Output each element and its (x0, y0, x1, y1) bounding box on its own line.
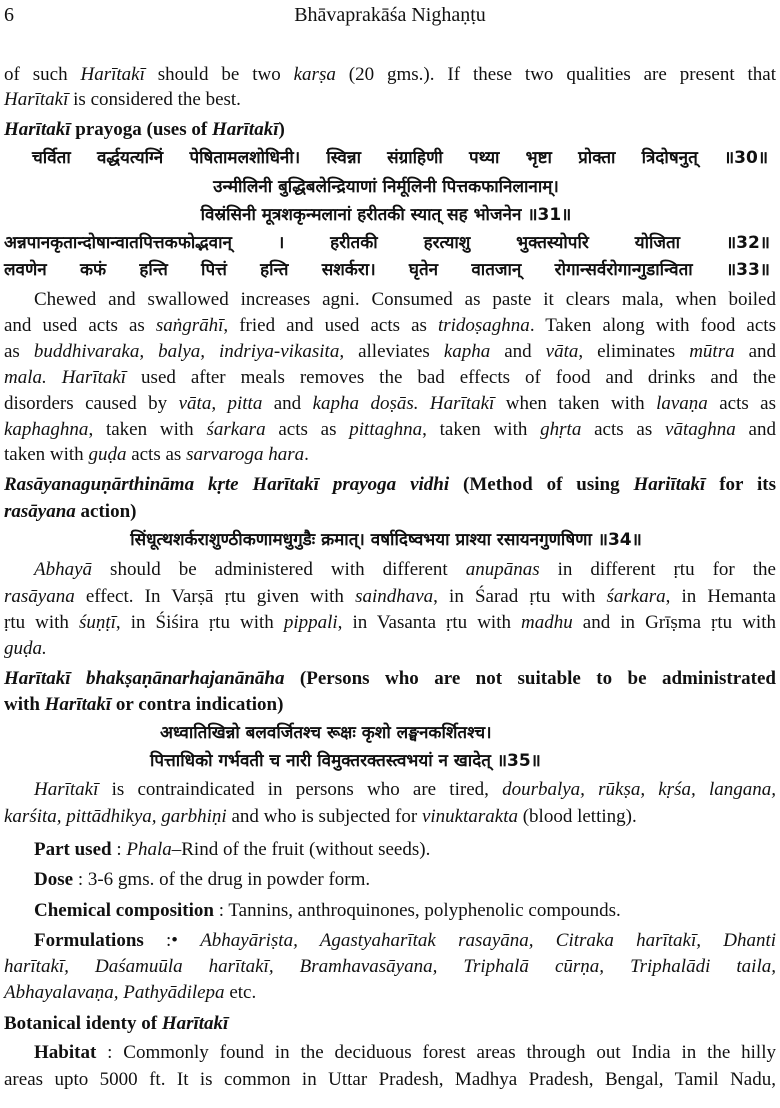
text-run: and (262, 393, 313, 414)
text-run: , in Vasanta ṛtu with (337, 612, 522, 633)
italic-term: karṣa (293, 64, 336, 85)
bold-text: Harītakī (161, 1013, 229, 1034)
text-run: :• (143, 930, 201, 951)
text-run: and (734, 341, 777, 362)
bold-text: Botanical identy of (4, 1013, 162, 1034)
text-line (4, 499, 776, 525)
bold-text: Formulations (34, 930, 144, 951)
text-run: and who is subjected for (226, 806, 422, 827)
text-run: , in Śarad ṛtu with (433, 586, 607, 607)
text-line (4, 636, 776, 662)
text-run: and (490, 341, 546, 362)
text-line (4, 287, 776, 313)
italic-term: tridoṣaghna (437, 315, 530, 336)
bold-text: (Method of using (449, 474, 634, 495)
text-run: : (111, 839, 127, 860)
italic-term: mala. Harītakī (4, 367, 127, 388)
text-run: is considered the best. (68, 89, 241, 110)
italic-term: Phala (126, 839, 172, 860)
text-run: Chewed and swallowed increases agni. Consumed as paste it clears mala, when boiled (34, 289, 776, 310)
italic-term: vāta (545, 341, 579, 362)
devanagari-text: अन्नपानकृतान्दोषान्वातपित्तकफोद्भवान् । हरीतकी हरत्याशु भुक्तस्योपरि योजिता ॥32॥ (4, 233, 770, 253)
text-run: –Rind of the fruit (without seeds). (171, 839, 431, 860)
text-run: areas upto 5000 ft. It is common in Uttar Pradesh, Madhya Pradesh, Bengal, Tamil Nadu, (4, 1069, 776, 1090)
italic-term: vātaghna (665, 419, 736, 440)
text-line (4, 777, 776, 803)
bold-text: Dose (34, 869, 74, 890)
italic-term: vāta, pitta (178, 393, 263, 414)
text-run: is contraindicated in persons who are tired, (98, 779, 503, 800)
text-line (4, 442, 776, 468)
italic-term: śarkara (206, 419, 266, 440)
text-run: , taken with (422, 419, 541, 440)
text-line (4, 62, 776, 88)
text-run: in different ṛtu for the (539, 559, 776, 580)
italic-term: Harītakī (34, 779, 99, 800)
page-number: 6 (4, 4, 14, 26)
devanagari-text: उन्मीलिनी बुद्धिबलेन्द्रियाणां निर्मूलिनी पित्तकफानिलानाम्। (213, 177, 559, 197)
sanskrit-verse-line (32, 145, 768, 171)
text-line (4, 954, 776, 980)
text-run: used after meals removes the bad effects of food and drinks and the (126, 367, 776, 388)
italic-term: Harītakī (4, 89, 69, 110)
bold-text: Part used (34, 839, 112, 860)
italic-term: harītakī, Daśamuūla harītakī, Bramhavasāyana, Triphalā cūrṇa, Triphalādi taila, (4, 956, 776, 977)
devanagari-text: पित्ताधिको गर्भवती च नारी विमुक्तरक्तस्त्वभयां न खादेत् ॥35॥ (150, 751, 541, 771)
bold-text: Habitat (34, 1042, 97, 1063)
text-run: and used acts as (4, 315, 156, 336)
text-run: : 3-6 gms. of the drug in powder form. (73, 869, 371, 890)
sanskrit-verse-line (0, 202, 772, 228)
text-line (4, 584, 776, 610)
italic-term: śuṇṭī (78, 612, 116, 633)
text-line (4, 928, 776, 954)
text-run: . Taken along with food acts (529, 315, 776, 336)
italic-term: saindhava (355, 586, 434, 607)
sanskrit-verse-line (160, 720, 760, 746)
italic-term: vinuktarakta (421, 806, 518, 827)
text-run: , taken with (88, 419, 207, 440)
italic-term: karśita, pittādhikya, garbhiṇi (4, 806, 227, 827)
italic-term: mūtra (689, 341, 735, 362)
text-run: (20 gms.). If these two qualities are present that (335, 64, 776, 85)
text-run: acts as (126, 444, 187, 465)
italic-term: lavaṇa (656, 393, 708, 414)
sanskrit-verse-line (4, 257, 770, 283)
italic-term: guḍa (88, 444, 127, 465)
text-line (4, 417, 776, 443)
text-line (4, 117, 776, 143)
devanagari-text: लवणेन कफं हन्ति पित्तं हन्ति सशर्करा। घृतेन वातजान् रोगान्सर्वरोगान्गुडान्विता ॥33॥ (4, 260, 770, 280)
bold-text: (Persons who are not suitable to be administrated (284, 668, 776, 689)
italic-term: dourbalya, rūkṣa, kṛśa, langana, (502, 779, 777, 800)
italic-term: ghṛta (540, 419, 582, 440)
italic-term: buddhivaraka, balya, indriya-vikasita, (33, 341, 345, 362)
italic-term: pittaghna (349, 419, 423, 440)
text-run: (blood letting). (517, 806, 637, 827)
text-line (4, 1011, 776, 1037)
italic-term: Harītakī (80, 64, 145, 85)
devanagari-text: अध्वातिखिन्नो बलवर्जितश्च रूक्षः कृशो लङ्घनकर्शितश्च। (160, 723, 492, 743)
italic-term: saṅgrāhī (155, 315, 224, 336)
italic-term: guḍa. (4, 638, 47, 659)
text-run: acts as (707, 393, 777, 414)
text-run: and (735, 419, 776, 440)
italic-term: anupānas (465, 559, 540, 580)
text-line (4, 898, 776, 924)
text-line (4, 339, 776, 365)
italic-term: madhu (521, 612, 573, 633)
text-run: acts as (265, 419, 350, 440)
text-run: , in Śiśira ṛtu with (115, 612, 284, 633)
text-run: as (4, 341, 34, 362)
text-run: effect. In Varṣā ṛtu given with (74, 586, 356, 607)
bold-text: or contra indication) (111, 694, 284, 715)
italic-term: Abhayāriṣta, Agastyaharītak rasayāna, Citraka harītakī, Dhanti (200, 930, 777, 951)
bold-text: Hariītakī (633, 474, 706, 495)
text-line (4, 666, 776, 692)
bold-text: for its (705, 474, 776, 495)
text-line (4, 610, 776, 636)
bold-text: rasāyana (4, 501, 76, 522)
devanagari-text: विस्रंसिनी मूत्रशकृन्मलानां हरीतकी स्यात् सह भोजनेन ॥31॥ (200, 205, 572, 225)
italic-term: Abhayalavaṇa, Pathyādilepa (4, 982, 225, 1003)
text-line (4, 867, 776, 893)
bold-text: Harītakī (211, 119, 279, 140)
text-run: , fried and used acts as (223, 315, 438, 336)
devanagari-text: चर्विता वर्द्धयत्यग्निं पेषितामलशोधिनी। स्विन्ना संग्राहिणी पथ्या भृष्टा प्रोक्ता त्रिदोषनुत् ॥30॥ (32, 148, 768, 168)
text-line (4, 837, 776, 863)
bold-text: Harītakī bhakṣaṇānarhajanānāha (4, 668, 285, 689)
sanskrit-verse-line (0, 527, 772, 553)
text-line (4, 1067, 776, 1093)
text-run: taken with (4, 444, 89, 465)
running-title: Bhāvaprakāśa Nighaṇṭu (294, 4, 486, 26)
text-line (4, 472, 776, 498)
text-run: , in Hemanta (665, 586, 776, 607)
sanskrit-verse-line (4, 230, 770, 256)
text-line (4, 1040, 776, 1066)
text-run: of such (4, 64, 81, 85)
italic-term: Abhayā (34, 559, 93, 580)
text-run: alleviates (344, 341, 444, 362)
text-run: and in Grīṣma ṛtu with (572, 612, 776, 633)
sanskrit-verse-line (0, 174, 772, 200)
text-line (4, 804, 776, 830)
bold-text: ) (278, 119, 285, 140)
text-run: disorders caused by (4, 393, 179, 414)
text-run: : Tannins, anthroquinones, polyphenolic compounds. (213, 900, 621, 921)
italic-term: kaphaghna (4, 419, 89, 440)
bold-text: prayoga (uses of (70, 119, 212, 140)
bold-text: Harītakī (44, 694, 112, 715)
text-run: should be two (144, 64, 294, 85)
bold-text: with (4, 694, 45, 715)
text-line (4, 313, 776, 339)
italic-term: pippali (283, 612, 338, 633)
text-line (4, 391, 776, 417)
text-line (4, 692, 776, 718)
text-line (4, 87, 776, 113)
text-run: . (304, 444, 309, 465)
text-line (4, 365, 776, 391)
text-run: : Commonly found in the deciduous forest areas through out India in the hilly (96, 1042, 776, 1063)
text-run: acts as (581, 419, 666, 440)
italic-term: rasāyana (4, 586, 75, 607)
text-run: ṛtu with (4, 612, 79, 633)
text-run: when taken with (494, 393, 657, 414)
text-line (4, 557, 776, 583)
bold-text: Harītakī (4, 119, 71, 140)
text-line (4, 980, 776, 1006)
italic-term: kapha doṣās. Harītakī (312, 393, 495, 414)
italic-term: kapha (443, 341, 491, 362)
italic-term: sarvaroga hara (186, 444, 305, 465)
text-run: , eliminates (578, 341, 690, 362)
devanagari-text: सिंधूत्थशर्कराशुण्ठीकणामधुगुडैः क्रमात्। वर्षादिष्वभया प्राश्या रसायनगुणषिणा ॥34॥ (130, 530, 642, 550)
italic-term: śarkara (606, 586, 666, 607)
bold-text: Chemical composition (34, 900, 214, 921)
bold-text: action) (75, 501, 137, 522)
sanskrit-verse-line (150, 748, 770, 774)
bold-text: Rasāyanaguṇārthināma kṛte Harītakī prayoga vidhi (4, 474, 450, 495)
text-run: etc. (224, 982, 257, 1003)
text-run: should be administered with different (92, 559, 466, 580)
